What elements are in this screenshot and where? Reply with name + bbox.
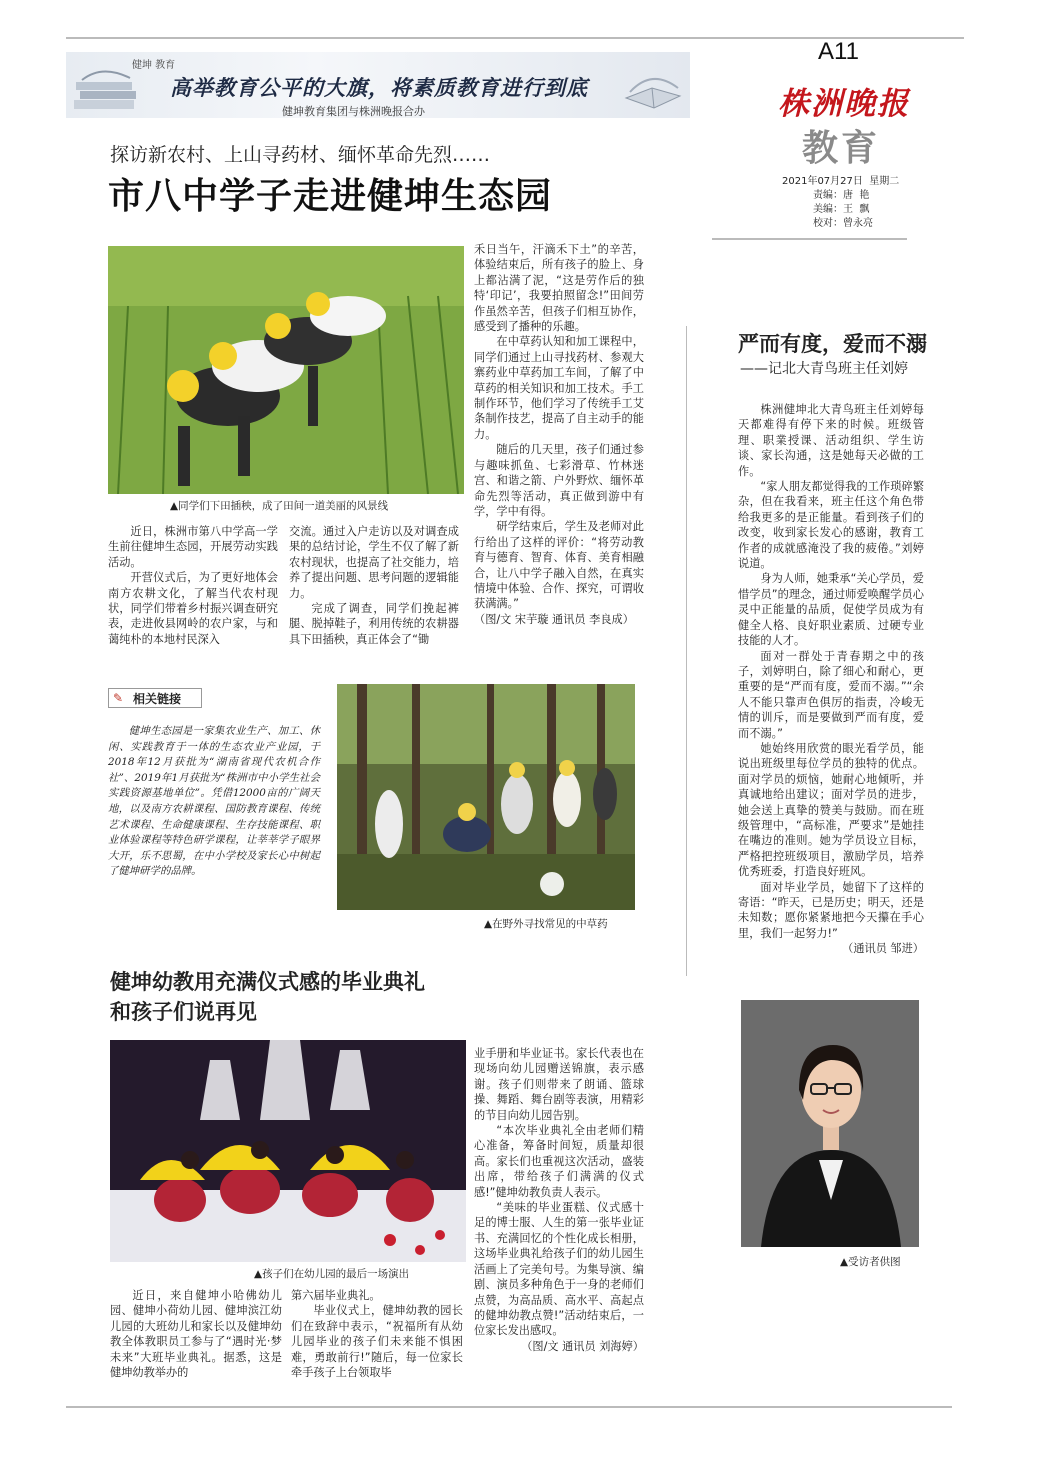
article2-col3-p1: 业手册和毕业证书。家长代表也在现场向幼儿园赠送锦旗，表示感谢。孩子们则带来了朗诵、篮球操、舞蹈、舞台剧等表演，用精彩的节目向幼儿园告别。 (474, 1047, 644, 1122)
article1-col3-p2: 在中草药认知和加工课程中，同学们通过上山寻找药材、参观大寨药业中草药加工车间，了解了中草药的相关知识和加工技术。手工制作环节，他们学习了传统手工艾条制作技艺，提高了自主动手的能力。 (474, 335, 644, 441)
article2-col3-p2: “本次毕业典礼全由老师们精心准备，筹备时间短，质量却很高。家长们也重视这次活动，盛装出席，带给孩子们满满的仪式感!”健坤幼教负责人表示。 (474, 1124, 644, 1199)
article2-col1-p1: 近日，来自健坤小哈佛幼儿园、健坤小荷幼儿园、健坤滨江幼儿园的大班幼儿和家长以及健坤幼教全体教职员工参与了“遇时光·梦未来”大班毕业典礼。据悉，这是健坤幼教举办的 (110, 1289, 282, 1380)
article1-col1-p1: 近日，株洲市第八中学高一学生前往健坤生态园，开展劳动实践活动。 (108, 525, 278, 569)
article1-column-2 (289, 524, 459, 647)
article1-col2-p2: 完成了调查，同学们挽起裤腿、脱掉鞋子，利用传统的农耕器具下田插秧，真正体会了“锄 (289, 602, 459, 646)
related-link-label-box (108, 688, 202, 708)
open-book-illustration (622, 58, 686, 114)
article1-col2-p1: 交流。通过入户走访以及对调查成果的总结讨论，学生不仅了解了新农村现状，也提高了社交能力，培养了提出问题、思考问题的逻辑能力。 (289, 525, 459, 600)
sidebar-byline: （通讯员 邹进） (842, 942, 924, 956)
portrait-caption: ▲受访者供图 (840, 1256, 901, 1268)
sidebar-subhead: ——记北大青鸟班主任刘婷 (740, 361, 908, 377)
article1-column-1 (108, 524, 278, 647)
article2-headline-line2: 和孩子们说再见 (110, 1000, 257, 1024)
article1-headline: 市八中学子走进健坤生态园 (108, 176, 553, 217)
article2-headline-line1: 健坤幼教用充满仪式感的毕业典礼 (110, 970, 425, 994)
brand-logo: 健坤 教育 (132, 60, 176, 71)
photo2-caption: ▲在野外寻找常见的中草药 (484, 918, 608, 930)
graduation-performance-photo (110, 1040, 466, 1262)
proofreader-credit: 校对：曾永亮 (813, 218, 873, 229)
banner-cohost: 健坤教育集团与株洲晚报合办 (282, 105, 425, 118)
photo1-caption: ▲同学们下田插秧，成了田间一道美丽的风景线 (170, 500, 389, 512)
article2-byline: （图/文 通讯员 刘海婷） (521, 1339, 644, 1353)
header-banner (66, 52, 690, 118)
sidebar-body (738, 402, 924, 957)
sidebar-p3: 身为人师，她秉承“关心学员，爱惜学员”的理念，通过师爱唤醒学员心灵中正能量的品质，促使学员成为有健全人格、良好职业素质、过硬专业技能的人才。 (738, 572, 924, 648)
photo3-caption: ▲孩子们在幼儿园的最后一场演出 (254, 1268, 410, 1280)
article2-col2-p2: 毕业仪式上，健坤幼教的园长们在致辞中表示，“祝福所有从幼儿园毕业的孩子们未来能不惧困难，勇敢前行!”随后，每一位家长牵手孩子上台领取毕 (291, 1304, 463, 1380)
article2-col2-p1: 第六届毕业典礼。 (291, 1289, 381, 1302)
sidebar-p5: 她始终用欣赏的眼光看学员，能说出班级里每位学员的独特的优点。面对学员的烦恼，她耐心地倾听，并真诚地给出建议；面对学员的进步，她会送上真挚的赞美与鼓励。而在班级管理中，“高标准，严要求”是她挂在嘴边的准则。她为学员设立目标，严格把控班级项目，激励学员，培养优秀班委，打造良好班风。 (738, 741, 924, 879)
article2-column-3 (474, 1046, 644, 1354)
article1-col3-p4: 研学结束后，学生及老师对此行给出了这样的评价：“将劳动教育与德育、智育、体育、美育相融合，让八中学子融入自然，在真实情境中体验、合作、探究，可谓收获满满。” (474, 520, 644, 611)
designer-credit: 美编：王 飘 (813, 204, 870, 215)
newspaper-name: 株洲晚报 (778, 86, 910, 122)
article1-kicker: 探访新农村、上山寻药材、缅怀革命先烈…… (110, 144, 491, 166)
sidebar-p6: 面对毕业学员，她留下了这样的寄语：“昨天，已是历史；明天，还是未知数；愿你紧紧地把今天攥在手心里，我们一起努力!” (738, 880, 924, 940)
article1-byline: （图/文 宋芋璇 通讯员 李良成） (474, 612, 634, 626)
banner-slogan: 高举教育公平的大旗，将素质教育进行到底 (170, 75, 588, 100)
article2-column-1 (110, 1288, 282, 1380)
pencil-icon: ✎ (113, 691, 124, 705)
related-body: 健坤生态园是一家集农业生产、加工、休闲、实践教育于一体的生态农业产业园，于2018年12月获批为“湖南省现代农机合作社”、2019年1月获批为“株洲市中小学生社会实践资源基地单位”。凭借12000亩的广阔天地，以及南方农耕课程、国防教育课程、传统艺术课程、生命健康课程、生存技能课程、职业体验课程等特色研学课程，让莘莘学子眼界大开，乐不思蜀，在中小学校及家长心中树起了健坤研学的品牌。 (108, 725, 320, 878)
sidebar-p1: 株洲健坤北大青鸟班主任刘婷每天都难得有停下来的时候。班级管理、职業授课、活动组织、学生访谈、家长沟通，这是她每天必做的工作。 (738, 403, 924, 478)
sidebar-p4: 面对一群处于青春期之中的孩子，刘婷明白，除了细心和耐心，更重要的是“严而有度，爱而不溺。”“余人不能只靠声色俱厉的指责，冷峻无情的训斥，而是要做到严而有度，爱而不溺。” (738, 649, 924, 740)
sidebar-p2: “家人朋友都觉得我的工作琐碎繁杂，但在我看来，班主任这个角色带给我更多的是正能量。看到孩子们的改变，收到家长发心的感谢，教育工作者的成就感淹没了我的疲倦。”刘婷说道。 (738, 480, 924, 571)
editor-credit: 责编：唐 艳 (813, 190, 870, 201)
article1-col3-p1: 禾日当午，汗滴禾下土”的辛苦，体验结束后，所有孩子的脸上、身上都沾满了泥，“这是劳作后的独特‘印记’，我要拍照留念!”田间劳作虽然辛苦，但孩子们相互协作，感受到了播种的乐趣。 (474, 243, 644, 334)
forest-herb-photo (337, 684, 635, 910)
section-title: 教育 (802, 128, 881, 169)
article2-column-2 (291, 1288, 463, 1380)
issue-date: 2021年07月27日 星期二 (782, 176, 900, 187)
article1-col1-p2: 开营仪式后，为了更好地体会南方农耕文化，了解当代农村现状，同学们带着乡村振兴调查研究表，走进攸县网岭的农户家，与和蔼纯朴的本地村民深入 (108, 571, 278, 646)
page-number: A11 (818, 38, 859, 65)
article1-column-3 (474, 242, 644, 627)
related-link-label: 相关链接 (133, 692, 182, 706)
rice-planting-photo (108, 246, 464, 494)
article2-col3-p3: “美味的毕业蛋糕、仪式感十足的博士服、人生的第一张毕业证书、充满回忆的个性化成长相册，这场毕业典礼给孩子们的幼儿园生活画上了完美句号。为集导演、编剧、演员多种角色于一身的老师们点赞，为高品质、高水平、高起点的健坤幼教点赞!”活动结束后，一位家长发出感叹。 (474, 1201, 644, 1338)
portrait-photo (741, 1000, 919, 1247)
article1-col3-p3: 随后的几天里，孩子们通过参与趣味抓鱼、七彩滑草、竹林迷宫、和谐之箭、户外野炊、缅怀革命先烈等活动，真正做到游中有学，学中有得。 (474, 443, 644, 518)
sidebar-headline: 严而有度，爱而不溺 (738, 332, 927, 356)
